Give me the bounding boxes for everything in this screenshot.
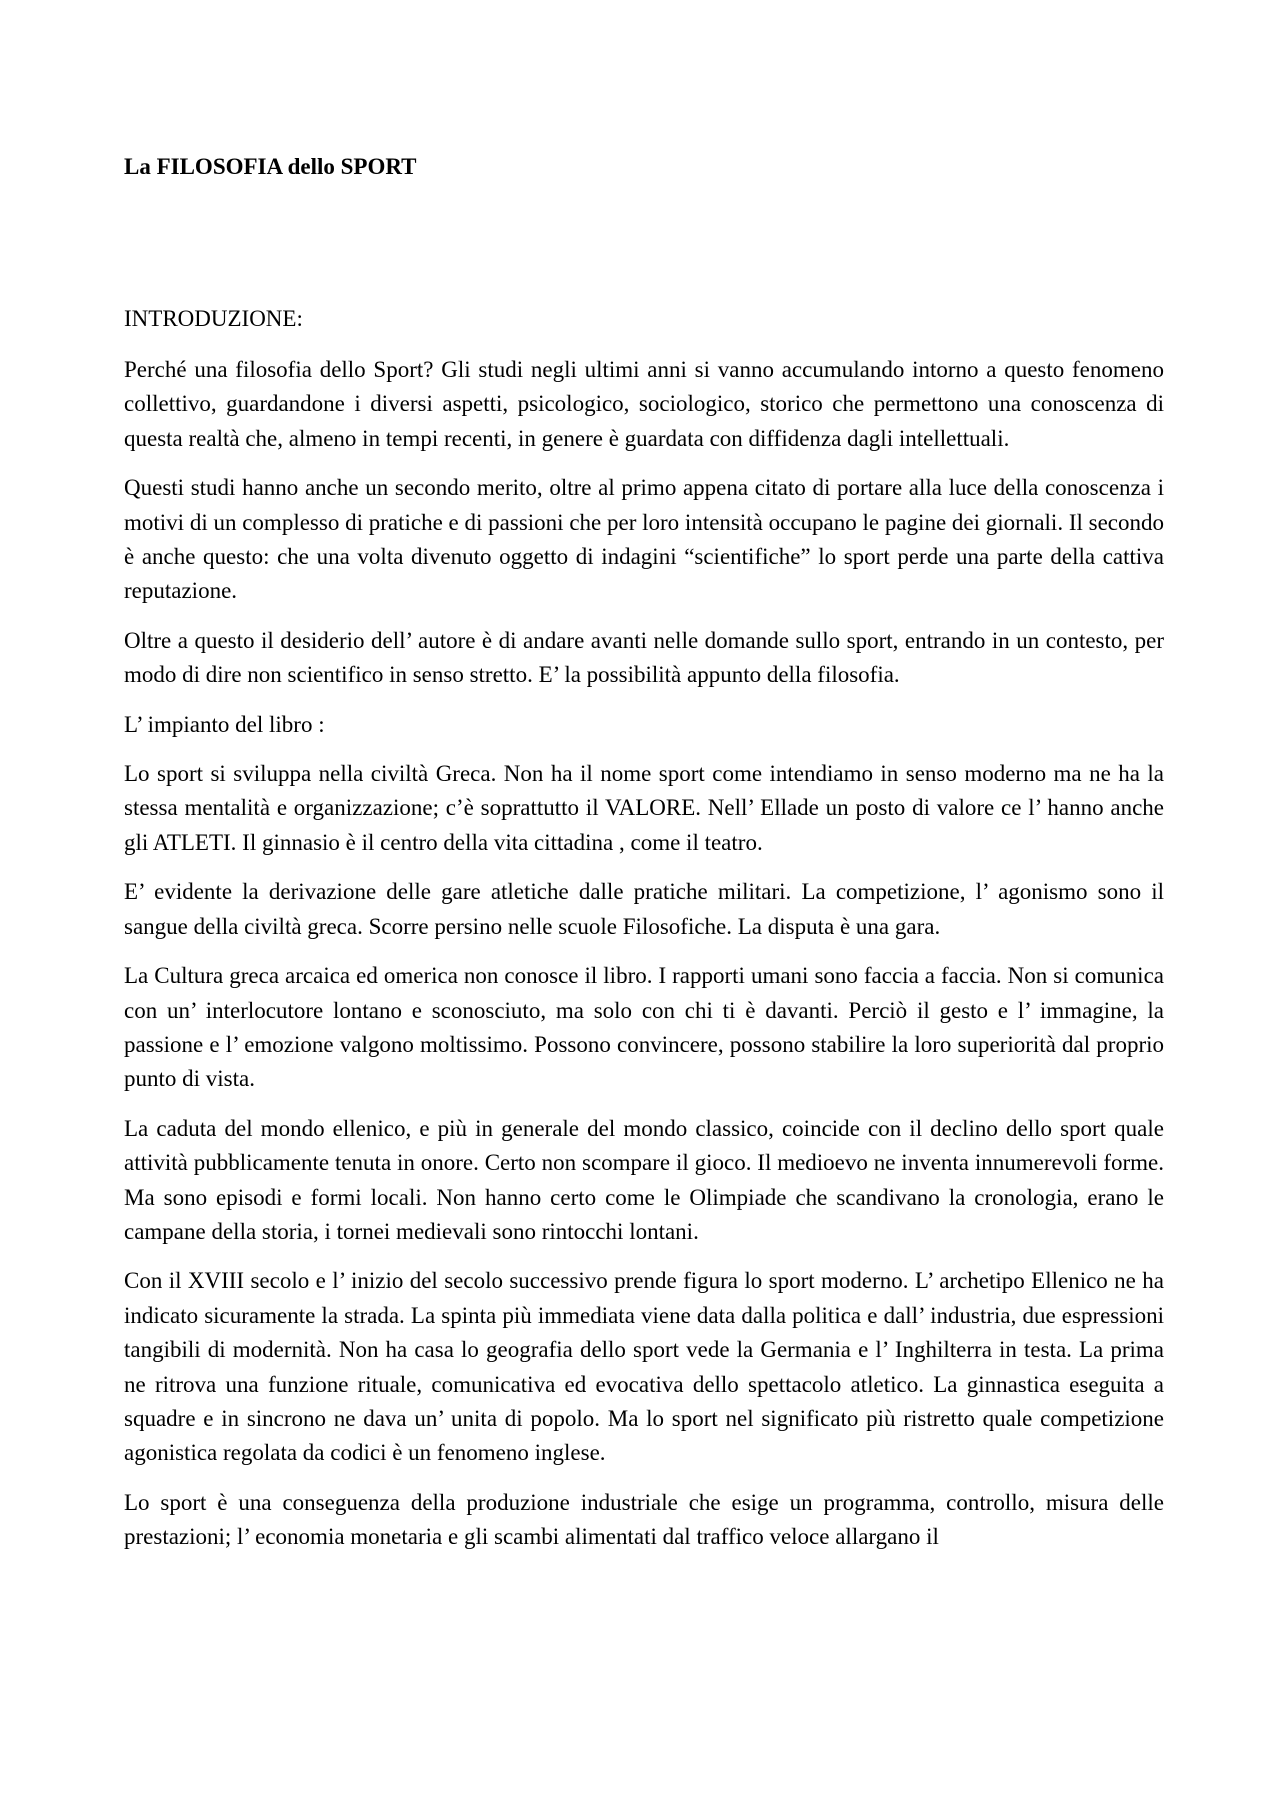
paragraph-9: Lo sport è una conseguenza della produzione industriale che esige un programma, controllo, misura delle prestazioni; l’ economia monetaria e gli scambi alimentati dal traffico veloce allargano il (124, 1489, 1164, 1550)
paragraph-7: La caduta del mondo ellenico, e più in generale del mondo classico, coincide con il declino dello sport quale attività pubblicamente tenuta in onore. Certo non scompare il gioco. Il medioevo ne inventa innumerevoli forme. Ma sono episodi e formi locali. Non hanno certo come le Olimpiade che scandivano la cronologia, erano le campane della storia, i tornei medievali sono rintocchi lontani. (124, 1115, 1164, 1244)
paragraph-6: La Cultura greca arcaica ed omerica non conosce il libro. I rapporti umani sono faccia a faccia. Non si comunica con un’ interlocutore lontano e sconosciuto, ma solo con chi ti è davanti. Perciò il gesto e l’ immagine, la passione e l’ emozione valgono moltissimo. Possono convincere, possono stabilire la loro superiorità dal proprio punto di vista. (124, 963, 1164, 1092)
paragraph-8: Con il XVIII secolo e l’ inizio del secolo successivo prende figura lo sport moderno. L’ archetipo Ellenico ne ha indicato sicuramente la strada. La spinta più immediata viene data dalla politica e dall’ industria, due espressioni tangibili di modernità. Non ha casa lo geografia dello sport vede la Germania e l’ Inghilterra in testa. La prima ne ritrova una funzione rituale, comunicativa ed evocativa dello spettacolo atletico. La ginnastica eseguita a squadre e in sincrono ne dava un’ unita di popolo. Ma lo sport nel significato più ristretto quale competizione agonistica regolata da codici è un fenomeno inglese. (124, 1268, 1164, 1466)
paragraph-3: Oltre a questo il desiderio dell’ autore è di andare avanti nelle domande sullo sport, entrando in un contesto, per modo di dire non scientifico in senso stretto. E’ la possibilità appunto della filosofia. (124, 627, 1164, 688)
paragraph-4: Lo sport si sviluppa nella civiltà Greca. Non ha il nome sport come intendiamo in senso moderno ma ne ha la stessa mentalità e organizzazione; c’è soprattutto il VALORE. Nell’ Ellade un posto di valore ce l’ hanno anche gli ATLETI. Il ginnasio è il centro della vita cittadina , come il teatro. (124, 761, 1164, 855)
paragraph-5: E’ evidente la derivazione delle gare atletiche dalle pratiche militari. La competizione, l’ agonismo sono il sangue della civiltà greca. Scorre persino nelle scuole Filosofiche. La disputa è una gara. (124, 879, 1164, 939)
section-heading-introduzione: INTRODUZIONE: (124, 306, 303, 331)
document-body (124, 152, 1164, 1555)
document-title: La FILOSOFIA dello SPORT (124, 154, 417, 179)
paragraph-1: Perché una filosofia dello Sport? Gli studi negli ultimi anni si vanno accumulando intorno a questo fenomeno collettivo, guardandone i diversi aspetti, psicologico, sociologico, storico che permettono una conoscenza di questa realtà che, almeno in tempi recenti, in genere è guardata con diffidenza dagli intellettuali. (124, 357, 1164, 451)
paragraph-2: Questi studi hanno anche un secondo merito, oltre al primo appena citato di portare alla luce della conoscenza i motivi di un complesso di pratiche e di passioni che per loro intensità occupano le pagine dei giornali. Il secondo è anche questo: che una volta divenuto oggetto di indagini “scientifiche” lo sport perde una parte della cattiva reputazione. (124, 475, 1164, 604)
paragraph-subheading-impianto: L’ impianto del libro : (124, 711, 325, 737)
